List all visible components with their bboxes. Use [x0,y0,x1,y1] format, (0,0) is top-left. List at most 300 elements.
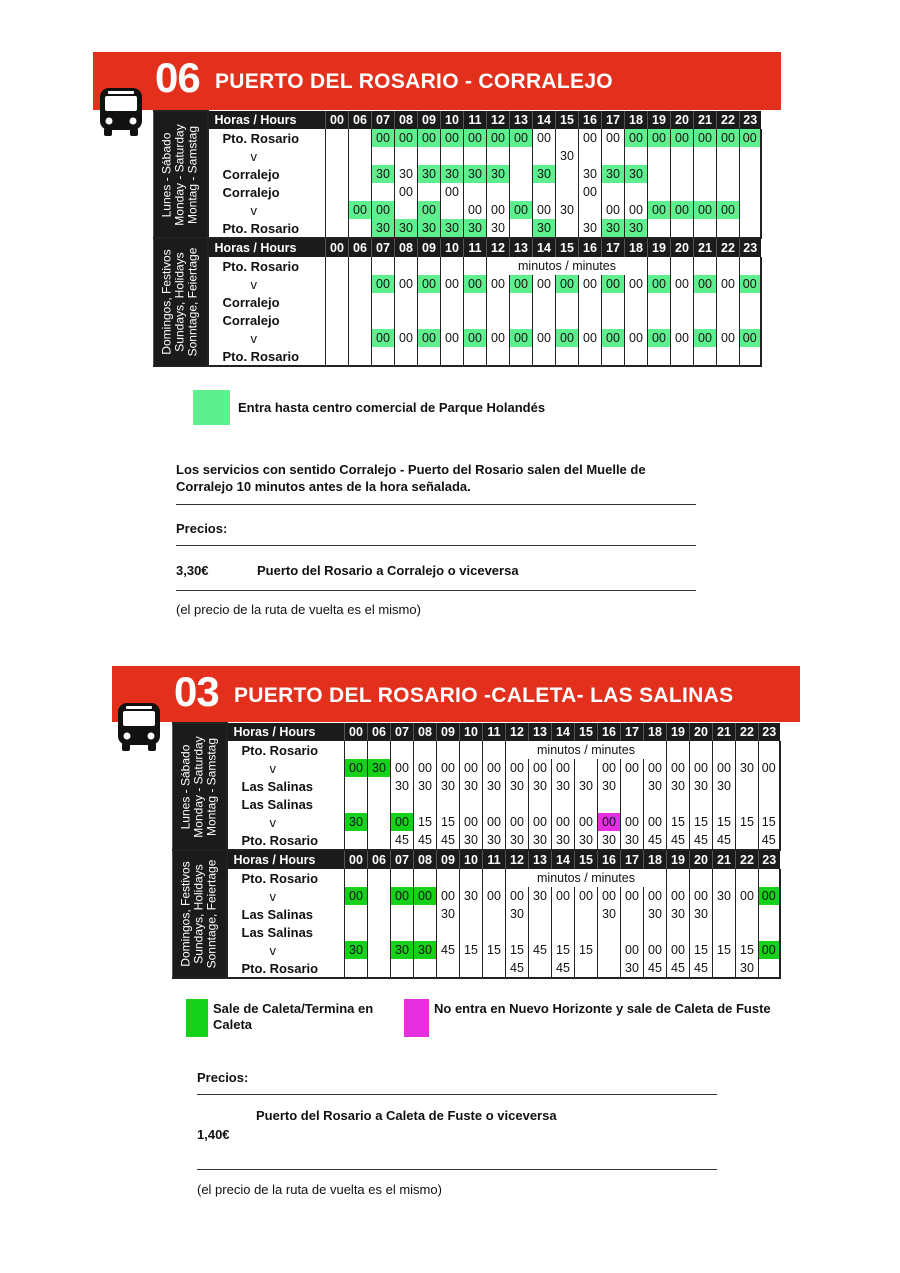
time-cell: 30 [602,165,625,183]
hour-header-cell: 13 [510,238,533,257]
time-cell [349,165,372,183]
time-cell: 30 [372,219,395,238]
time-cell [483,795,506,813]
time-cell: 00 [579,329,602,347]
time-cell: 00 [487,129,510,147]
time-cell: 45 [552,959,575,978]
price-description: Puerto del Rosario a Corralejo o viceversa [257,563,519,578]
time-cell [372,147,395,165]
time-cell: 45 [506,959,529,978]
time-cell: 30 [395,165,418,183]
time-cell [667,869,690,887]
time-cell [414,869,437,887]
time-cell [694,257,717,275]
legend-text-parque-holandes: Entra hasta centro comercial de Parque Holandés [238,400,546,415]
time-cell [510,347,533,366]
stop-name: Corralejo [208,165,326,183]
time-cell [690,923,713,941]
schedule-row [173,759,780,777]
time-cell [713,869,736,887]
time-cell [694,293,717,311]
time-cell [759,777,780,795]
hour-header-cell: 00 [345,723,368,741]
time-cell: 00 [602,129,625,147]
hour-header-cell: 18 [625,238,648,257]
prices-label: Precios: [176,521,228,536]
hour-header-cell: 21 [713,850,736,869]
time-cell: 15 [460,941,483,959]
time-cell [575,795,598,813]
time-cell [736,741,759,759]
hour-header-cell: 11 [464,111,487,129]
time-cell [510,311,533,329]
time-cell [368,959,391,978]
time-cell [483,869,506,887]
time-cell: 00 [602,275,625,293]
time-cell: 00 [598,887,621,905]
time-cell [460,869,483,887]
time-cell [759,959,780,978]
time-cell: 00 [671,129,694,147]
day-type-label [173,723,227,850]
time-cell: 00 [460,759,483,777]
hour-header-cell: 17 [602,111,625,129]
time-cell: 00 [464,275,487,293]
time-cell [694,165,717,183]
time-cell [368,813,391,831]
hour-header-cell: 09 [418,111,441,129]
hour-header-cell: 11 [483,850,506,869]
time-cell: 15 [713,941,736,959]
time-cell [441,293,464,311]
time-cell: 00 [717,129,740,147]
time-cell: 30 [533,165,556,183]
stop-name: Pto. Rosario [227,869,345,887]
time-cell [437,795,460,813]
time-cell [625,347,648,366]
time-cell [395,311,418,329]
time-cell: 30 [598,777,621,795]
time-cell [391,905,414,923]
time-cell [437,959,460,978]
schedule-row [154,311,761,329]
schedule-row [173,905,780,923]
legend-swatch-parque-holandes [193,390,230,425]
hour-header-cell: 15 [556,238,579,257]
hour-header-cell: 13 [529,723,552,741]
time-cell: 00 [418,329,441,347]
hours-header-row [154,238,761,257]
time-cell [372,183,395,201]
time-cell [740,147,761,165]
day-type-line: Monday - Saturday [191,735,206,838]
hour-header-cell: 15 [575,723,598,741]
time-cell [717,257,740,275]
hour-header-cell: 21 [694,111,717,129]
route-number: 03 [174,668,219,715]
time-cell [460,959,483,978]
hour-header-cell: 18 [625,111,648,129]
time-cell [602,183,625,201]
hours-label: Horas / Hours [227,850,345,869]
time-cell: 00 [510,201,533,219]
hour-header-cell: 08 [414,723,437,741]
time-cell [487,293,510,311]
time-cell [598,941,621,959]
time-cell [694,219,717,238]
time-cell [648,311,671,329]
stop-name: Pto. Rosario [227,959,345,978]
time-cell [556,347,579,366]
time-cell: 30 [460,777,483,795]
time-cell [552,923,575,941]
time-cell: 30 [483,777,506,795]
time-cell: 00 [418,275,441,293]
time-cell [736,905,759,923]
time-cell [717,219,740,238]
time-cell: 00 [621,813,644,831]
stop-name: Pto. Rosario [208,347,326,366]
schedule-row [154,275,761,293]
hours-header-row [173,850,780,869]
time-cell: 30 [506,831,529,850]
time-cell [395,147,418,165]
time-cell: 30 [713,887,736,905]
schedule-row [173,959,780,978]
time-cell [414,795,437,813]
time-cell [671,147,694,165]
time-cell: 30 [644,905,667,923]
time-cell [483,741,506,759]
hour-header-cell: 11 [464,238,487,257]
time-cell: 00 [621,759,644,777]
service-note: Los servicios con sentido Corralejo - Puerto del Rosario salen del Muelle de Corralejo 10 minutos antes de la hora señalada. [176,462,646,494]
hour-header-cell: 00 [326,238,349,257]
stop-name: Corralejo [208,293,326,311]
time-cell [510,219,533,238]
time-cell [644,923,667,941]
time-cell: 00 [621,941,644,959]
time-cell: 45 [713,831,736,850]
time-cell: 00 [667,941,690,959]
hour-header-cell: 13 [529,850,552,869]
time-cell: 00 [372,201,395,219]
time-cell: 00 [395,329,418,347]
time-cell: 00 [694,201,717,219]
time-cell: 45 [644,959,667,978]
minutes-label: minutos / minutes [487,257,648,275]
time-cell: 15 [759,813,780,831]
time-cell: 00 [345,759,368,777]
time-cell [368,941,391,959]
time-cell [621,777,644,795]
day-type-line: Domingos, Festivos [159,249,174,355]
time-cell [648,147,671,165]
time-cell: 30 [552,777,575,795]
time-cell [368,887,391,905]
time-cell: 30 [529,831,552,850]
time-cell: 00 [740,329,761,347]
hour-header-cell: 07 [372,238,395,257]
schedule-row [173,869,780,887]
time-cell [625,183,648,201]
time-cell: 00 [460,813,483,831]
day-type-line: Sonntage, Feiertage [204,859,219,969]
time-cell [671,311,694,329]
time-cell [717,147,740,165]
hour-header-cell: 06 [349,111,372,129]
legend-swatch-nuevo-horizonte [404,999,429,1037]
time-cell [441,201,464,219]
time-cell [441,347,464,366]
schedule-row [154,219,761,238]
time-cell [414,905,437,923]
time-cell [510,147,533,165]
time-cell [326,147,349,165]
time-cell [349,183,372,201]
time-cell [533,183,556,201]
schedule-row [154,147,761,165]
timetable [153,110,762,367]
stop-name: v [227,813,345,831]
time-cell: 00 [648,129,671,147]
time-cell: 30 [460,831,483,850]
time-cell [736,831,759,850]
time-cell: 00 [372,275,395,293]
hour-header-cell: 10 [460,850,483,869]
time-cell [391,795,414,813]
hours-header-row [173,723,780,741]
hour-header-cell: 23 [759,723,780,741]
time-cell [345,959,368,978]
schedule-row [173,795,780,813]
time-cell: 15 [736,813,759,831]
schedule-row [173,813,780,831]
time-cell: 00 [575,813,598,831]
hour-header-cell: 06 [368,850,391,869]
schedule-row [154,165,761,183]
time-cell: 00 [395,183,418,201]
time-cell [556,129,579,147]
hour-header-cell: 23 [740,238,761,257]
price-value: 3,30€ [176,563,209,578]
time-cell: 00 [552,813,575,831]
time-cell [441,147,464,165]
time-cell [556,183,579,201]
time-cell [667,795,690,813]
time-cell [414,741,437,759]
time-cell: 30 [579,165,602,183]
time-cell [483,959,506,978]
time-cell [690,741,713,759]
day-type-text [180,860,219,969]
minutes-label: minutos / minutes [506,741,667,759]
time-cell [759,741,780,759]
time-cell: 30 [556,147,579,165]
time-cell: 00 [717,329,740,347]
time-cell: 00 [533,201,556,219]
time-cell: 00 [529,759,552,777]
time-cell: 00 [602,329,625,347]
time-cell [740,219,761,238]
time-cell [372,347,395,366]
time-cell: 30 [644,777,667,795]
time-cell: 45 [391,831,414,850]
time-cell [556,165,579,183]
time-cell [648,293,671,311]
time-cell: 30 [602,219,625,238]
stop-name: Las Salinas [227,923,345,941]
day-type-line: Sonntage, Feiertage [185,247,200,357]
hour-header-cell: 21 [713,723,736,741]
route-name: PUERTO DEL ROSARIO -CALETA- LAS SALINAS [234,684,734,707]
time-cell [418,311,441,329]
time-cell [694,347,717,366]
stop-name: Pto. Rosario [227,741,345,759]
time-cell [671,219,694,238]
time-cell: 00 [464,129,487,147]
time-cell: 00 [391,887,414,905]
time-cell [395,257,418,275]
time-cell [575,923,598,941]
hour-header-cell: 15 [575,850,598,869]
time-cell: 00 [414,759,437,777]
hour-header-cell: 07 [372,111,395,129]
hour-header-cell: 16 [579,111,602,129]
time-cell: 00 [533,329,556,347]
time-cell [349,329,372,347]
time-cell: 00 [506,813,529,831]
stop-name: v [208,147,326,165]
time-cell [391,741,414,759]
stop-name: v [227,759,345,777]
time-cell: 00 [575,887,598,905]
time-cell [345,923,368,941]
time-cell [487,183,510,201]
time-cell [349,219,372,238]
time-cell [529,905,552,923]
time-cell: 45 [529,941,552,959]
hour-header-cell: 18 [644,723,667,741]
time-cell: 00 [648,329,671,347]
hours-header-row [154,111,761,129]
time-cell: 30 [690,777,713,795]
time-cell [510,183,533,201]
time-cell: 00 [579,275,602,293]
time-cell: 15 [690,941,713,959]
time-cell [460,923,483,941]
time-cell [625,147,648,165]
hour-header-cell: 09 [418,238,441,257]
hour-header-cell: 08 [395,238,418,257]
time-cell: 30 [690,905,713,923]
time-cell [740,293,761,311]
time-cell [759,869,780,887]
time-cell [487,311,510,329]
time-cell [391,959,414,978]
time-cell: 15 [667,813,690,831]
time-cell [579,347,602,366]
day-type-label [154,238,208,366]
schedule-row [154,201,761,219]
time-cell [464,293,487,311]
time-cell: 30 [483,831,506,850]
hour-header-cell: 16 [579,238,602,257]
time-cell: 45 [690,959,713,978]
time-cell [598,959,621,978]
hour-header-cell: 22 [717,238,740,257]
time-cell: 00 [506,759,529,777]
time-cell: 30 [368,759,391,777]
time-cell [345,777,368,795]
time-cell [368,741,391,759]
time-cell [598,923,621,941]
schedule-row [154,293,761,311]
hours-label: Horas / Hours [227,723,345,741]
stop-name: v [208,201,326,219]
time-cell: 30 [736,959,759,978]
time-cell: 30 [460,887,483,905]
time-cell [740,257,761,275]
time-cell: 00 [483,759,506,777]
time-cell: 00 [506,887,529,905]
time-cell [625,311,648,329]
time-cell [579,311,602,329]
time-cell [740,183,761,201]
time-cell [533,311,556,329]
time-cell: 00 [694,329,717,347]
bus-icon [114,701,164,753]
time-cell [736,795,759,813]
time-cell [529,795,552,813]
day-type-label [154,111,208,238]
time-cell [671,293,694,311]
time-cell [713,795,736,813]
time-cell: 45 [667,831,690,850]
hour-header-cell: 19 [648,238,671,257]
time-cell [326,347,349,366]
time-cell: 00 [644,941,667,959]
time-cell [418,183,441,201]
time-cell: 00 [644,759,667,777]
day-type-line: Sundays, Holidays [191,864,206,964]
time-cell: 45 [667,959,690,978]
stop-name: Las Salinas [227,777,345,795]
time-cell [529,923,552,941]
time-cell [602,311,625,329]
time-cell: 00 [717,275,740,293]
time-cell [740,201,761,219]
time-cell [345,869,368,887]
hour-header-cell: 12 [506,850,529,869]
time-cell [349,347,372,366]
hour-header-cell: 10 [441,238,464,257]
route-banner [112,666,800,722]
time-cell [368,869,391,887]
stop-name: v [227,887,345,905]
time-cell [418,347,441,366]
time-cell: 00 [694,129,717,147]
hour-header-cell: 22 [736,723,759,741]
time-cell [437,741,460,759]
hour-header-cell: 11 [483,723,506,741]
time-cell [368,905,391,923]
time-cell [736,869,759,887]
time-cell: 00 [625,275,648,293]
time-cell: 15 [552,941,575,959]
time-cell [740,347,761,366]
schedule-row [154,129,761,147]
